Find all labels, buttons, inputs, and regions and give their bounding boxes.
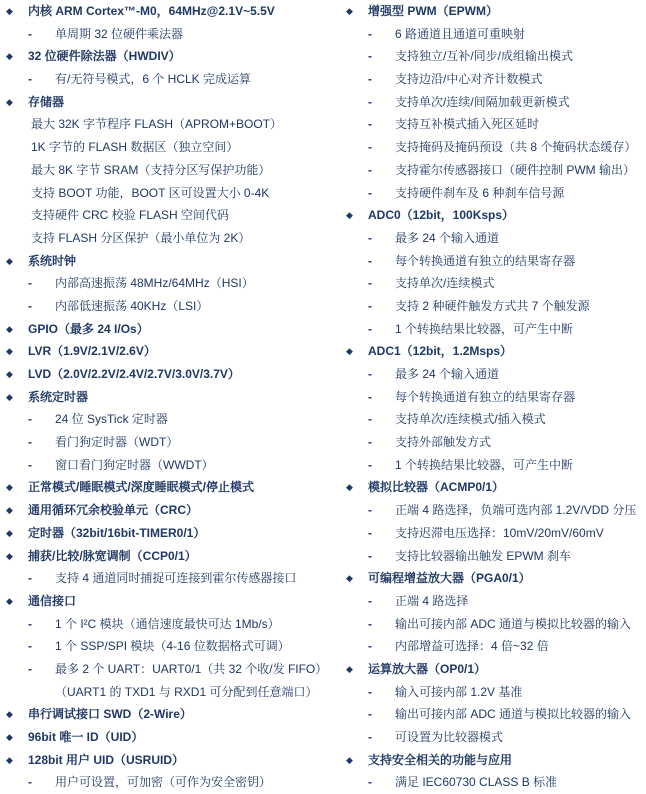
feature-heading-row [6, 250, 342, 273]
dash-bullet-icon: - [368, 503, 372, 518]
diamond-bullet-icon: ◆ [6, 369, 13, 379]
feature-text: （UART1 的 TXD1 与 RXD1 可分配到任意端口） [55, 684, 318, 699]
feature-text: 系统定时器 [28, 389, 89, 404]
feature-text: 支持独立/互补/同步/成组输出模式 [395, 49, 574, 64]
feature-text: 1K 字节的 FLASH 数据区（独立空间） [31, 140, 239, 155]
feature-subitem-row [6, 454, 342, 477]
feature-text: 1 个 SSP/SPI 模块（4-16 位数据格式可调） [55, 639, 290, 654]
feature-text: 支持 BOOT 功能，BOOT 区可设置大小 0-4K [31, 185, 270, 200]
diamond-bullet-icon: ◆ [346, 482, 353, 493]
feature-heading-row [6, 703, 342, 726]
feature-text: 24 位 SysTick 定时器 [55, 412, 168, 427]
feature-text: 最多 24 个输入通道 [395, 367, 500, 381]
feature-subitem-row [346, 499, 646, 522]
feature-text: 6 路通道且通道可重映射 [395, 26, 526, 41]
feature-subitem-row [346, 45, 646, 68]
feature-subitem-row [346, 590, 646, 613]
feature-text: GPIO（最多 24 I/Os） [28, 321, 149, 336]
feature-subitem-row [346, 408, 646, 431]
feature-text: 每个转换通道有独立的结果寄存器 [395, 389, 576, 404]
feature-heading-row [6, 0, 342, 23]
dash-bullet-icon: - [368, 389, 372, 404]
feature-text: 有/无符号模式，6 个 HCLK 完成运算 [55, 72, 252, 87]
feature-subitem-row [346, 113, 646, 136]
feature-plain-row [6, 182, 342, 205]
feature-text: 内部低速振荡 40KHz（LSI） [55, 298, 209, 313]
feature-subitem-row [6, 658, 342, 681]
feature-heading-row [346, 749, 646, 772]
dash-bullet-icon: - [368, 457, 372, 472]
feature-subitem-row [346, 68, 646, 91]
feature-text: ADC1（12bit，1.2Msps） [368, 344, 513, 359]
feature-text: 最大 32K 字节程序 FLASH（APROM+BOOT） [31, 117, 283, 132]
feature-subitem-row [346, 771, 646, 794]
feature-heading-row [6, 499, 342, 522]
diamond-bullet-icon: ◆ [346, 663, 353, 674]
feature-heading-row [6, 726, 342, 749]
feature-text: 128bit 用户 UID（USRUID） [28, 752, 185, 767]
diamond-bullet-icon: ◆ [6, 709, 13, 720]
feature-text: 定时器（32bit/16bit-TIMER0/1） [28, 525, 206, 540]
feature-text: 支持安全相关的功能与应用 [368, 752, 513, 767]
feature-plain-row [6, 204, 342, 227]
feature-subitem-row [346, 545, 646, 568]
feature-subitem-row [346, 703, 646, 726]
feature-subitem-row [6, 635, 342, 658]
feature-subitem-row [6, 68, 342, 91]
feature-text: 输出可接内部 ADC 通道与模拟比较器的输入 [395, 707, 632, 722]
feature-text: 捕获/比较/脉宽调制（CCP0/1） [28, 548, 197, 563]
diamond-bullet-icon: ◆ [6, 391, 13, 402]
diamond-bullet-icon: ◆ [6, 346, 13, 357]
feature-heading-row [6, 590, 342, 613]
feature-subitem-row [346, 726, 646, 749]
dash-bullet-icon: - [368, 276, 372, 291]
feature-subitem-row [6, 431, 342, 454]
diamond-bullet-icon: ◆ [346, 573, 353, 584]
feature-text: 支持比较器输出触发 EPWM 刹车 [395, 548, 571, 563]
dash-bullet-icon: - [368, 367, 372, 381]
dash-bullet-icon: - [28, 639, 32, 654]
feature-heading-row [6, 749, 342, 772]
feature-text: 通用循环冗余校验单元（CRC） [28, 503, 198, 518]
feature-heading-row [346, 567, 646, 590]
feature-subitem-row [6, 295, 342, 318]
feature-subitem-row [346, 227, 646, 250]
feature-column-right [346, 0, 646, 794]
feature-text: 输入可接内部 1.2V 基准 [395, 684, 523, 699]
dash-bullet-icon: - [28, 276, 32, 291]
dash-bullet-icon: - [368, 72, 372, 87]
diamond-bullet-icon: ◆ [6, 482, 13, 493]
feature-text: 正端 4 路选择 [395, 593, 469, 608]
dash-bullet-icon: - [28, 435, 32, 450]
dash-bullet-icon: - [368, 230, 372, 245]
feature-column-left [6, 0, 342, 794]
dash-bullet-icon: - [368, 730, 372, 744]
feature-heading-row [6, 363, 342, 386]
feature-heading-row [6, 45, 342, 68]
dash-bullet-icon: - [368, 684, 372, 699]
feature-text: 内部增益可选择：4 倍~32 倍 [395, 639, 549, 654]
feature-text: 单周期 32 位硬件乘法器 [55, 26, 184, 41]
feature-text: 系统时钟 [28, 253, 77, 268]
dash-bullet-icon: - [368, 707, 372, 722]
feature-subitem-row [346, 23, 646, 46]
feature-text: 支持硬件 CRC 校验 FLASH 空间代码 [31, 208, 230, 223]
dash-bullet-icon: - [368, 412, 372, 427]
diamond-bullet-icon: ◆ [6, 595, 13, 606]
dash-bullet-icon: - [368, 525, 372, 540]
feature-subitem-row [346, 159, 646, 182]
diamond-bullet-icon: ◆ [346, 346, 353, 357]
dash-bullet-icon: - [28, 26, 32, 41]
feature-text: 存储器 [28, 94, 65, 109]
feature-text: 用户可设置，可加密（可作为安全密钥） [55, 775, 272, 790]
feature-text: 运算放大器（OP0/1） [368, 661, 487, 676]
feature-plain-row [6, 227, 342, 250]
feature-text: 输出可接内部 ADC 通道与模拟比较器的输入 [395, 616, 632, 631]
feature-plain-row [6, 113, 342, 136]
feature-subitem-row [346, 136, 646, 159]
feature-text: LVR（1.9V/2.1V/2.6V） [28, 344, 156, 359]
feature-subitem-row [346, 91, 646, 114]
feature-text: 1 个转换结果比较器，可产生中断 [395, 321, 574, 336]
diamond-bullet-icon: ◆ [346, 6, 353, 16]
feature-text: 支持单次/连续模式 [395, 276, 495, 291]
feature-subitem-row [346, 363, 646, 386]
feature-subitem-row [6, 408, 342, 431]
feature-subitem-row [6, 613, 342, 636]
diamond-bullet-icon: ◆ [6, 754, 13, 765]
feature-heading-row [346, 204, 646, 227]
feature-text: 增强型 PWM（EPWM） [368, 4, 498, 18]
feature-subitem-row [346, 681, 646, 704]
feature-text: 满足 IEC60730 CLASS B 标准 [395, 775, 558, 790]
dash-bullet-icon: - [28, 661, 32, 676]
dash-bullet-icon: - [28, 616, 32, 631]
feature-text: 可设置为比较器模式 [395, 730, 504, 744]
feature-subitem-row [346, 272, 646, 295]
dash-bullet-icon: - [368, 94, 372, 109]
feature-heading-row [6, 476, 342, 499]
dash-bullet-icon: - [368, 775, 372, 790]
feature-subitem-row [346, 522, 646, 545]
dash-bullet-icon: - [368, 639, 372, 654]
feature-subitem-row [346, 635, 646, 658]
feature-text: 支持迟滞电压选择：10mV/20mV/60mV [395, 525, 604, 540]
diamond-bullet-icon: ◆ [346, 210, 353, 221]
feature-heading-row [6, 340, 342, 363]
dash-bullet-icon: - [368, 593, 372, 608]
feature-text: 通信接口 [28, 593, 77, 608]
feature-text: 支持单次/连续/间隔加载更新模式 [395, 94, 570, 109]
diamond-bullet-icon: ◆ [6, 51, 13, 62]
feature-continuation-row [6, 681, 342, 704]
diamond-bullet-icon: ◆ [6, 505, 13, 516]
feature-text: 支持掩码及掩码预设（共 8 个掩码状态缓存） [395, 140, 637, 155]
feature-heading-row [346, 476, 646, 499]
diamond-bullet-icon: ◆ [6, 96, 13, 107]
feature-subitem-row [346, 386, 646, 409]
dash-bullet-icon: - [368, 548, 372, 563]
diamond-bullet-icon: ◆ [6, 6, 13, 16]
diamond-bullet-icon: ◆ [6, 527, 13, 538]
feature-heading-row [6, 318, 342, 341]
feature-text: 支持霍尔传感器接口（硬件控制 PWM 输出） [395, 162, 635, 177]
dash-bullet-icon: - [28, 298, 32, 313]
diamond-bullet-icon: ◆ [346, 754, 353, 765]
dash-bullet-icon: - [368, 26, 372, 41]
feature-plain-row [6, 136, 342, 159]
feature-text: 96bit 唯一 ID（UID） [28, 730, 144, 744]
feature-text: 模拟比较器（ACMP0/1） [368, 480, 505, 495]
feature-text: LVD（2.0V/2.2V/2.4V/2.7V/3.0V/3.7V） [28, 367, 240, 381]
feature-text: 支持单次/连续模式/插入模式 [395, 412, 546, 427]
dash-bullet-icon: - [28, 72, 32, 87]
feature-text: ADC0（12bit，100Ksps） [368, 208, 515, 223]
dash-bullet-icon: - [368, 253, 372, 268]
feature-text: 串行调试接口 SWD（2-Wire） [28, 707, 192, 722]
diamond-bullet-icon: ◆ [6, 732, 13, 742]
feature-text: 内核 ARM Cortex™-M0，64MHz@2.1V~5.5V [28, 4, 275, 18]
dash-bullet-icon: - [368, 140, 372, 155]
dash-bullet-icon: - [368, 298, 372, 313]
feature-heading-row [346, 340, 646, 363]
feature-heading-row [6, 91, 342, 114]
feature-subitem-row [346, 454, 646, 477]
dash-bullet-icon: - [368, 321, 372, 336]
feature-text: 1 个转换结果比较器，可产生中断 [395, 457, 574, 472]
feature-subitem-row [346, 613, 646, 636]
feature-text: 支持 4 通道同时捕捉可连接到霍尔传感器接口 [55, 571, 297, 586]
feature-text: 可编程增益放大器（PGA0/1） [368, 571, 531, 586]
dash-bullet-icon: - [28, 412, 32, 427]
dash-bullet-icon: - [368, 185, 372, 200]
feature-text: 最多 24 个输入通道 [395, 230, 500, 245]
dash-bullet-icon: - [368, 49, 372, 64]
feature-subitem-row [6, 272, 342, 295]
feature-text: 支持互补模式插入死区延时 [395, 117, 540, 132]
feature-text: 窗口看门狗定时器（WWDT） [55, 457, 214, 472]
feature-text: 支持硬件刹车及 6 种刹车信号源 [395, 185, 565, 200]
feature-text: 支持 2 种硬件触发方式共 7 个触发源 [395, 298, 590, 313]
feature-subitem-row [346, 182, 646, 205]
feature-text: 最多 2 个 UART：UART0/1（共 32 个收/发 FIFO） [55, 661, 328, 676]
feature-subitem-row [346, 318, 646, 341]
diamond-bullet-icon: ◆ [6, 550, 13, 561]
diamond-bullet-icon: ◆ [6, 323, 13, 334]
diamond-bullet-icon: ◆ [6, 255, 13, 266]
feature-text: 内部高速振荡 48MHz/64MHz（HSI） [55, 276, 254, 291]
feature-heading-row [346, 0, 646, 23]
dash-bullet-icon: - [28, 571, 32, 586]
dash-bullet-icon: - [28, 457, 32, 472]
feature-subitem-row [346, 295, 646, 318]
feature-text: 支持边沿/中心对齐计数模式 [395, 72, 543, 87]
feature-text: 1 个 I²C 模块（通信速度最快可达 1Mb/s） [55, 616, 280, 631]
feature-heading-row [6, 522, 342, 545]
feature-heading-row [6, 545, 342, 568]
feature-heading-row [346, 658, 646, 681]
dash-bullet-icon: - [368, 117, 372, 132]
feature-text: 32 位硬件除法器（HWDIV） [28, 49, 181, 64]
dash-bullet-icon: - [368, 435, 372, 450]
feature-text: 正端 4 路选择，负端可选内部 1.2V/VDD 分压 [395, 503, 637, 518]
feature-text: 最大 8K 字节 SRAM（支持分区写保护功能） [31, 162, 271, 177]
feature-subitem-row [346, 431, 646, 454]
feature-text: 支持外部触发方式 [395, 435, 492, 450]
feature-subitem-row [6, 567, 342, 590]
dash-bullet-icon: - [28, 775, 32, 790]
dash-bullet-icon: - [368, 162, 372, 177]
dash-bullet-icon: - [368, 616, 372, 631]
feature-subitem-row [6, 23, 342, 46]
feature-subitem-row [6, 771, 342, 794]
feature-subitem-row [346, 250, 646, 273]
feature-text: 正常模式/睡眠模式/深度睡眠模式/停止模式 [28, 480, 255, 495]
feature-heading-row [6, 386, 342, 409]
feature-plain-row [6, 159, 342, 182]
feature-text: 支持 FLASH 分区保护（最小单位为 2K） [31, 230, 251, 245]
feature-text: 看门狗定时器（WDT） [55, 435, 179, 450]
feature-text: 每个转换通道有独立的结果寄存器 [395, 253, 576, 268]
